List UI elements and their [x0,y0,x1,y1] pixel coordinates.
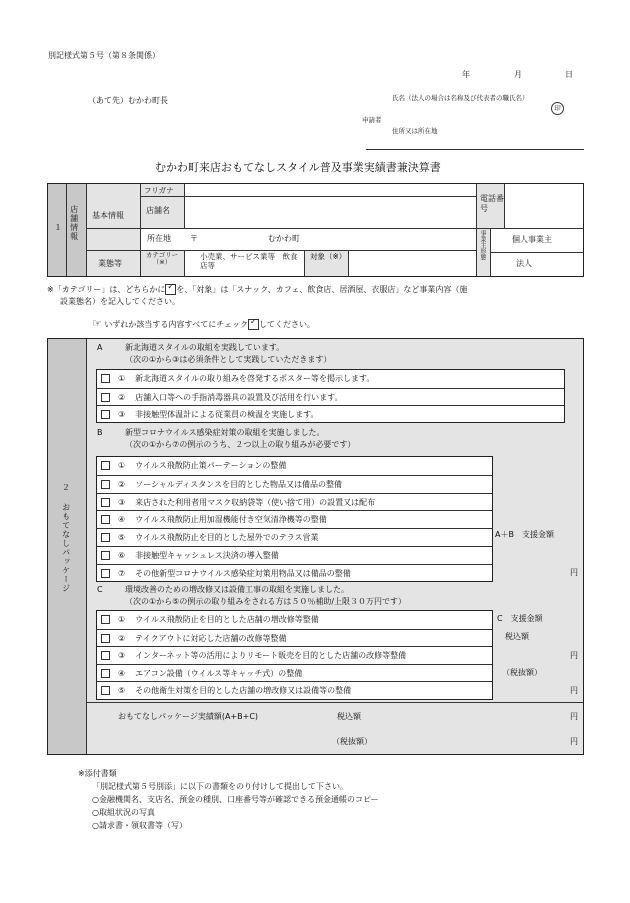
checkbox[interactable] [101,498,110,507]
item-number: ⑤ [118,533,126,543]
item-text: 新北海道スタイルの取り組みを啓発するポスター等を掲示します。 [135,374,375,383]
item-text: ソーシャルディスタンスを目的とした物品又は備品の整備 [135,479,342,489]
attachment-item: ○金融機関名、支店名、預金の種別、口座番号等が確認できる預金通帳のコピー [92,795,379,804]
checklist-item [97,510,492,529]
item-text: ウイルス飛散防止を目的とした屋外でのテラス営業 [135,533,319,543]
section-c-letter: C [97,585,103,594]
checkbox[interactable] [101,410,110,419]
item-number: ① [118,615,126,624]
basic-info-label: 基本情報 [92,211,124,220]
section-a-letter: A [97,343,103,352]
section-c-heading: 環境改善のための増改修又は設備工事の取組を実施しました。 [125,585,349,594]
item-text: 来店された利用者用マスク収納袋等（使い捨て用）の設置又は配布 [135,497,376,507]
checklist-item [97,457,492,475]
name-label: 氏名（法人の場合は名称及び代表者の職氏名） [392,94,529,102]
industry-label: 業態等 [98,259,122,268]
checkbox[interactable] [101,533,110,542]
section1-label: 店舗情報 [69,205,79,241]
section-b-sub: （次の①から⑦の例示のうち、２つ以上の取り組みが必要です） [125,440,356,449]
item-number: ① [118,461,126,470]
phone-field[interactable] [505,185,583,227]
checkbox[interactable] [101,480,110,489]
item-number: ⑤ [118,686,126,696]
item-text: インターネット等の活用によりリモート販売を目的とした店舗の改修等整備 [135,651,407,661]
location-label: 所在地 [147,234,171,243]
section-b-heading: 新型コロナウイルス感染症対策の取組を実施しました。 [125,428,325,437]
postal-mark: 〒 [190,234,198,243]
item-number: ② [118,633,126,643]
town-name: むかわ町 [268,234,300,243]
item-number: ⑦ [118,568,126,578]
c-tax-excl-label: （税抜額） [502,668,542,677]
store-name-label: 店舗名 [146,206,170,215]
item-text: その他衛生対策を目的とした店舗の増改修又は設備等の整備 [135,686,352,696]
section-a-heading: 新北海道スタイルの取組を実践しています。 [125,343,285,352]
total-tax-incl-yen: 円 [570,712,578,721]
item-number: ⑥ [118,551,126,560]
item-text: エアコン設備（ウイルス等キャッチ式）の整備 [135,668,303,678]
furigana-field[interactable] [185,185,475,195]
checkbox[interactable] [101,651,110,660]
address-field[interactable] [300,229,475,249]
total-tax-incl-label: 税込額 [337,712,361,721]
category-note-2: 設業態名）を記入してください。 [60,297,180,306]
item-number: ① [118,374,126,383]
check-icon [165,284,176,295]
section-b-letter: B [97,428,103,437]
checklist-item [97,493,492,512]
checklist-item [97,388,564,407]
checklist-item [97,546,492,565]
section1-number: １ [54,223,62,232]
section-a-sub: （次の①から③は必須条件として実践していただきます） [125,355,332,364]
checkbox[interactable] [101,686,110,695]
option-sole-proprietor[interactable]: 個人事業主 [512,235,552,244]
date-year: 年 [462,70,470,79]
ab-amount-yen: 円 [570,568,578,577]
category-note: ※「カテゴリー」は、どちらかに✓ を、「対象」は「スナック、カフェ、飲食店、居酒屋、衣服店」など事業内容（施 [47,284,587,295]
check-icon [248,319,259,330]
furigana-label: フリガナ [144,186,174,195]
form-number: 別記様式第５号（第８条関係） [48,51,160,60]
checkbox[interactable] [101,634,110,643]
c-tax-incl-yen: 円 [570,651,578,660]
target-label: 対象（※） [310,252,347,261]
item-text: その他新型コロナウイルス感染症対策用物品又は備品の整備 [135,568,351,578]
pointing-hand-icon: ☞ [92,317,102,330]
checklist-item [97,405,564,424]
checkbox[interactable] [101,669,110,678]
applicant-label: 申請者 [362,116,382,124]
addressee: （あて先）むかわ町長 [88,96,168,105]
c-amount-label: C 支援金額 [497,614,543,623]
checklist-item [97,611,492,629]
item-text: テイクアウトに対応した店舗の改修等整備 [135,633,287,643]
checklist-item [97,664,492,683]
check-instruction: ☞ いずれか該当する内容すべてにチェック✓ してください。 [92,317,315,330]
item-text: ウイルス飛散防止用加湿機能付き空気清浄機等の整備 [135,515,327,525]
total-tax-excl-label: （税抜額） [332,737,372,746]
checklist-item [97,646,492,665]
checkbox[interactable] [101,569,110,578]
checklist-item [97,629,492,648]
c-tax-excl-yen: 円 [570,686,578,695]
checklist-item [97,528,492,547]
ab-amount-field[interactable] [495,545,565,575]
checkbox[interactable] [101,515,110,524]
item-number: ④ [118,515,126,525]
target-field[interactable] [349,251,475,275]
item-number: ② [118,392,126,402]
store-name-field[interactable] [185,197,475,227]
checkbox[interactable] [101,393,110,402]
attachment-item: ○取組状況の写真 [92,808,155,817]
item-text: ウイルス飛散防止を目的とした店舗の増改修等整備 [135,615,319,624]
date-day: 日 [565,70,573,79]
business-type-label: 事業主形態 [478,230,486,260]
checkbox[interactable] [101,374,110,383]
item-number: ② [118,479,126,489]
seal-mark: 印 [551,102,564,115]
c-tax-incl-label: 税込額 [505,632,529,641]
attachments-lead: 「別記様式第５号別添」に以下の書類をのり付けして提出して下さい。 [92,782,348,791]
date-month: 月 [514,70,522,79]
checklist-item [97,370,564,388]
item-number: ③ [118,497,126,507]
address-label: 住所又は所在地 [392,127,438,135]
item-number: ③ [118,410,126,419]
section2-number: ２ [62,483,70,492]
address-underline [366,149,584,150]
total-label: おもてなしパッケージ実績額(A+B+C) [118,712,259,721]
option-corporation[interactable]: 法人 [516,259,532,268]
checklist-item [97,475,492,494]
section-c-sub: （次の①から⑤の例示の取り組みをされる方は５０％補助/上限３０万円です） [125,597,407,606]
page-title: むかわ町来店おもてなしスタイル普及事業実績書兼決算書 [155,161,441,174]
checklist-item [97,681,492,700]
item-text: ウイルス飛散防止策パーテーションの整備 [135,461,287,470]
item-number: ④ [118,668,126,678]
ab-amount-label: A＋B 支援金額 [495,530,554,539]
attachment-item: ○請求書・領収書等（写） [92,821,187,830]
item-text: 非接触型キャッシュレス決済の導入整備 [135,551,279,560]
category-label: カテゴリー（※） [145,251,179,267]
category-options[interactable]: 小売業、サービス業等 飲食店等 [200,252,298,270]
item-number: ③ [118,651,126,661]
checkbox[interactable] [101,461,110,470]
phone-label: 電話番号 [480,194,504,213]
item-text: 店舗入口等への手指消毒器具の設置及び活用を行います。 [135,392,343,402]
section2-label: おもてなしパッケージ [61,503,71,593]
item-text: 非接触型体温計による従業員の検温を実施します。 [135,410,319,419]
checkbox[interactable] [101,615,110,624]
total-tax-excl-yen: 円 [570,737,578,746]
checkbox[interactable] [101,551,110,560]
attachments-heading: ※添付書類 [78,769,117,778]
checklist-item [97,564,492,583]
